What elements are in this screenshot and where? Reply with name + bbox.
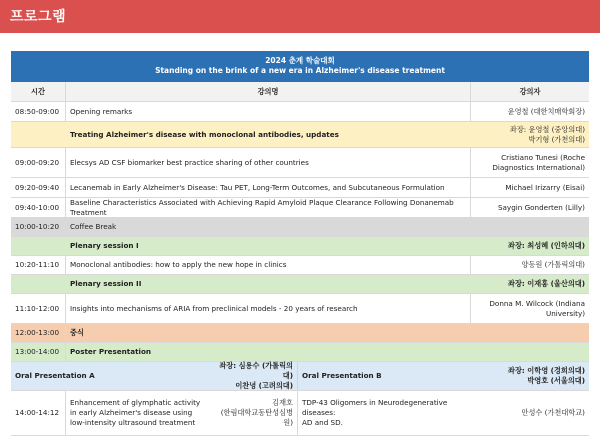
- row-title: Opening remarks: [66, 102, 471, 121]
- oral-time: 14:00-14:12: [11, 391, 66, 435]
- row-time: [11, 237, 66, 255]
- row-speaker: Cristiano Tunesi (Roche Diagnostics International): [492, 152, 585, 172]
- row-title: 중식: [70, 328, 84, 337]
- oral-a-title: Enhancement of glymphatic activity in early Alzheimer's disease using low-intensity ultrasound treatment: [70, 398, 201, 427]
- session-row: [11, 122, 589, 148]
- session-chair: 좌장: 최성혜 (인하의대): [508, 241, 585, 250]
- row-title: Monoclonal antibodies: how to apply the new hope in clinics: [66, 256, 471, 274]
- row-time: 08:50-09:00: [11, 102, 66, 121]
- table-row: [11, 148, 589, 178]
- oral-b-label: Oral Presentation B: [302, 371, 382, 380]
- row-time: 09:00-09:20: [11, 148, 66, 177]
- row-time: 13:00-14:00: [11, 343, 66, 361]
- table-row: [11, 294, 589, 324]
- poster-row: [11, 343, 589, 362]
- oral-a-chair: 좌장: 심용수 (가톨릭의대) 이찬녕 (고려의대): [209, 362, 298, 390]
- oral-b-chair: 좌장: 이학영 (경희의대) 박영호 (서울의대): [508, 366, 585, 385]
- row-time: 11:10-12:00: [11, 294, 66, 323]
- session-row: [11, 275, 589, 294]
- page-title: 프로그램: [10, 9, 67, 25]
- row-speaker: Saygin Gonderten (Lilly): [497, 202, 585, 212]
- oral-b-title: TDP-43 Oligomers in Neurodegenerative diseases: AD and SD.: [302, 398, 448, 427]
- row-time: 09:20-09:40: [11, 178, 66, 197]
- row-speaker: Donna M. Wilcock (Indiana University): [489, 298, 585, 318]
- column-header-title: 강의명: [66, 82, 471, 101]
- row-title: Coffee Break: [70, 222, 117, 231]
- program-table: [11, 51, 589, 436]
- session-title: Plenary session II: [70, 279, 142, 288]
- session-chair: 좌장: 윤영철 (중앙의대) 박기형 (가천의대): [509, 124, 585, 144]
- oral-b-speaker: 안성수 (가천대학교): [521, 408, 585, 417]
- row-time: 10:20-11:10: [11, 256, 66, 274]
- row-time: [11, 122, 66, 147]
- row-time: [11, 275, 66, 293]
- banner-line2: Standing on the brink of a new era in Alzheimer's disease treatment: [155, 66, 445, 75]
- column-header-speaker: 강의자: [519, 86, 541, 96]
- row-speaker: [471, 218, 589, 236]
- session-row: [11, 237, 589, 256]
- session-title: Plenary session I: [70, 241, 139, 250]
- banner-line1: 2024 춘계 학술대회: [265, 56, 335, 65]
- row-title: Elecsys AD CSF biomarker best practice sharing of other countries: [66, 148, 471, 177]
- oral-presentation-header: [11, 362, 589, 391]
- oral-row: [11, 391, 589, 436]
- row-time: 09:40-10:00: [11, 198, 66, 217]
- row-title: Poster Presentation: [70, 347, 152, 356]
- break-row: [11, 218, 589, 237]
- column-header-time: 시간: [11, 82, 66, 101]
- row-title: Lecanemab in Early Alzheimer's Disease: Tau PET, Long-Term Outcomes, and Subcutaneous Formulation: [66, 178, 471, 197]
- row-title: Baseline Characteristics Associated with Achieving Rapid Amyloid Plaque Clearance Following Donanemab Treatment: [66, 198, 471, 217]
- row-time: 10:00-10:20: [11, 218, 66, 236]
- table-row: [11, 102, 589, 122]
- header-bar: [0, 0, 600, 33]
- row-speaker: 양동원 (가톨릭의대): [521, 260, 585, 269]
- row-time: 12:00-13:00: [11, 324, 66, 342]
- oral-a-label: Oral Presentation A: [15, 371, 95, 380]
- row-title: Insights into mechanisms of ARIA from preclinical models - 20 years of research: [66, 294, 471, 323]
- conference-banner: [11, 51, 589, 82]
- row-speaker: [471, 343, 589, 361]
- row-speaker: 윤영철 (대한치매학회장): [507, 106, 585, 116]
- row-speaker: [471, 324, 589, 342]
- session-chair: 좌장: 이재홍 (울산의대): [508, 279, 585, 288]
- table-row: [11, 178, 589, 198]
- lunch-row: [11, 324, 589, 343]
- table-row: [11, 256, 589, 275]
- table-row: [11, 198, 589, 218]
- session-title: Treating Alzheimer's disease with monoclonal antibodies, updates: [70, 129, 339, 139]
- column-header-row: [11, 82, 589, 102]
- row-speaker: Michael Irizarry (Eisai): [505, 182, 585, 192]
- oral-a-speaker: 김재호 (한림대학교동탄성심병원): [209, 391, 298, 435]
